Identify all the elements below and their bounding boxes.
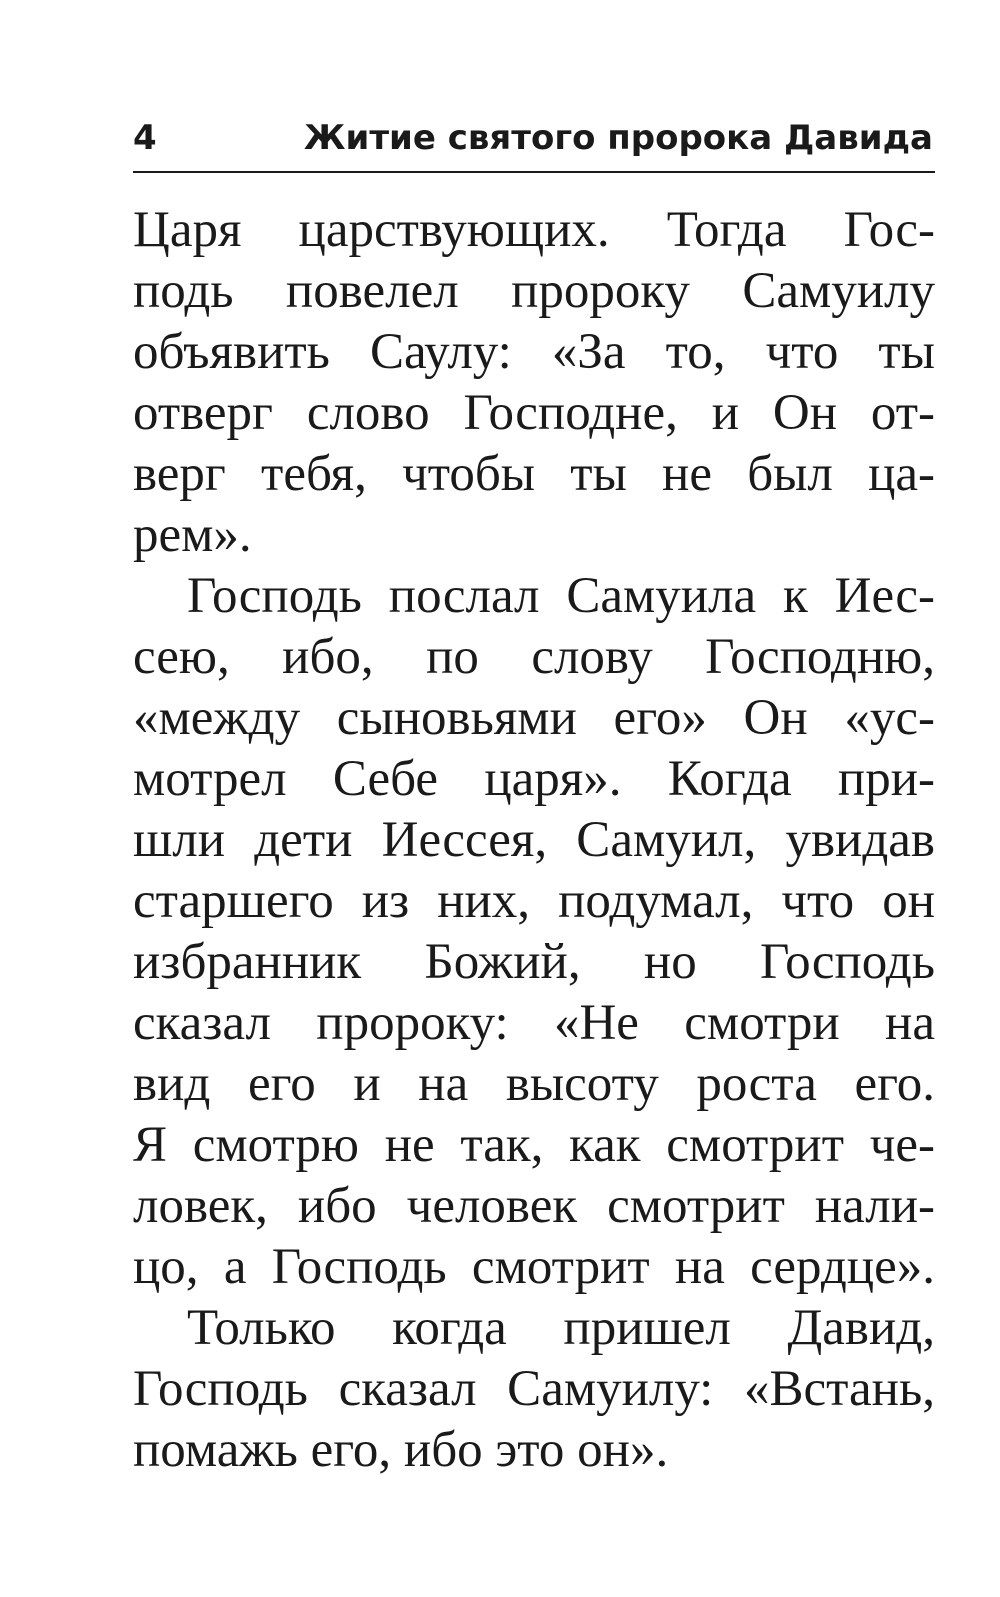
- text-line: Господь послал Самуила к Иес-: [187, 568, 935, 624]
- text-line: рем».: [133, 507, 252, 563]
- text-line: отверг слово Господне, и Он от-: [133, 385, 935, 441]
- text-line: Царя царствующих. Тогда Гос-: [133, 202, 935, 258]
- text-line: сказал пророку: «Не смотри на: [133, 995, 935, 1051]
- text-line: избранник Божий, но Господь: [133, 934, 935, 990]
- body-text: [133, 200, 935, 1481]
- page-number: 4: [133, 118, 157, 158]
- text-line: верг тебя, чтобы ты не был ца-: [133, 446, 935, 502]
- text-line: сею, ибо, по слову Господню,: [133, 629, 935, 685]
- text-line: шли дети Иессея, Самуил, увидав: [133, 812, 935, 868]
- text-line: цо, а Господь смотрит на сердце».: [133, 1239, 935, 1295]
- text-line: вид его и на высоту роста его.: [133, 1056, 935, 1112]
- text-line: Только когда пришел Давид,: [187, 1300, 935, 1356]
- running-title: Житие святого пророка Давида: [303, 118, 933, 158]
- text-line: «между сыновьями его» Он «ус-: [133, 690, 935, 746]
- text-line: Господь сказал Самуилу: «Встань,: [133, 1361, 935, 1417]
- text-line: мотрел Себе царя». Когда при-: [133, 751, 935, 807]
- running-head: [133, 113, 933, 163]
- text-line: Я смотрю не так, как смотрит че-: [133, 1117, 935, 1173]
- text-line: старшего из них, подумал, что он: [133, 873, 935, 929]
- text-line: ловек, ибо человек смотрит нали-: [133, 1178, 935, 1234]
- text-line: объявить Саулу: «За то, что ты: [133, 324, 935, 380]
- text-line: подь повелел пророку Самуилу: [133, 263, 935, 319]
- header-rule: [133, 171, 935, 173]
- text-line: помажь его, ибо это он».: [133, 1422, 669, 1478]
